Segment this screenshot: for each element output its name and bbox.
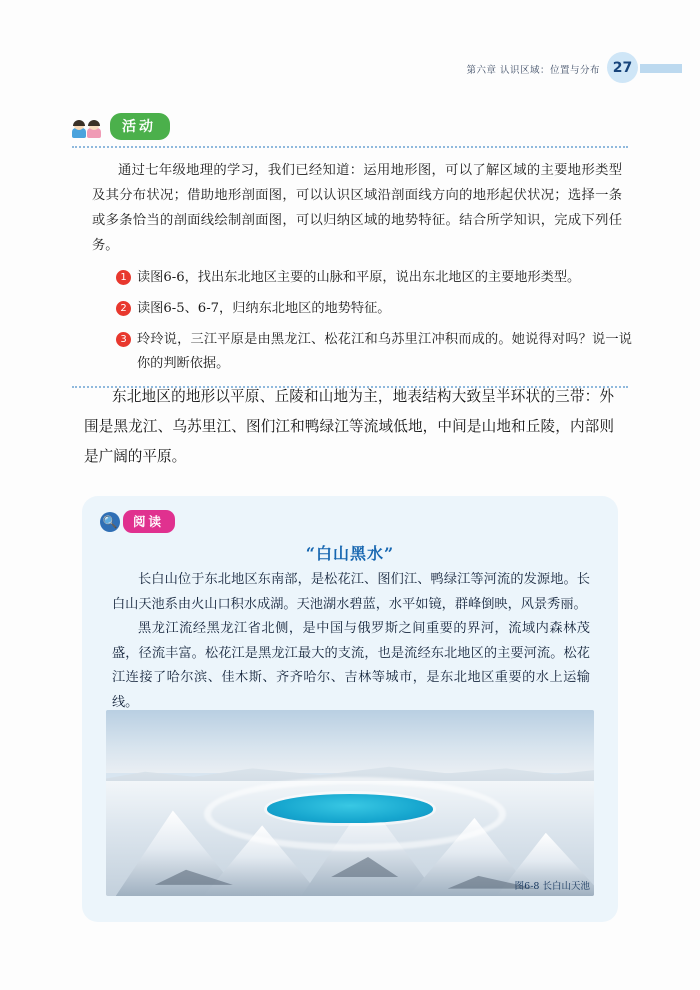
reading-paragraph: 黑龙江流经黑龙江省北侧，是中国与俄罗斯之间重要的界河，流域内森林茂盛，径流丰富。松花江是黑龙江最大的支流，也是流经东北地区的主要河流。松花江连接了哈尔滨、佳木斯、齐齐哈尔、吉林等城市，是东北地区重要的水上运输线。 (112, 621, 590, 710)
task-item (116, 297, 632, 321)
magnifier-icon: 🔍 (100, 512, 120, 532)
activity-intro-text: 通过七年级地理的学习，我们已经知道：运用地形图，可以了解区域的主要地形类型及其分布状况；借助地形剖面图，可以认识区域沿剖面线方向的地形起伏状况；选择一条或多条恰当的剖面线绘制剖面图，可以归纳区域的地势特征。结合所学知识，完成下列任务。 (92, 163, 622, 253)
task-number: 1 (116, 270, 131, 285)
reading-title: “白山黑水” (305, 544, 395, 563)
reading-body (112, 568, 590, 715)
photo-crater-lake (267, 794, 433, 824)
student-boy-hair (73, 120, 85, 126)
task-item (116, 266, 632, 290)
page-number-badge: 27 (607, 52, 638, 83)
activity-header (72, 112, 632, 140)
reading-tag-label: 阅读 (123, 510, 175, 533)
activity-task-list (72, 266, 632, 376)
student-boy-icon (72, 121, 86, 138)
page-header (0, 57, 700, 87)
student-girl-hair (88, 120, 100, 126)
header-decor-bar (640, 64, 682, 73)
task-number: 2 (116, 301, 131, 316)
chapter-running-head: 第六章 认识区域：位置与分布 (466, 65, 600, 76)
activity-tag-label: 活动 (110, 113, 170, 140)
reading-header (100, 510, 175, 533)
two-students-icon (72, 113, 106, 139)
student-girl-icon (87, 121, 101, 138)
reading-paragraph: 长白山位于东北地区东南部，是松花江、图们江、鸭绿江等河流的发源地。长白山天池系由火山口积水成湖。天池湖水碧蓝，水平如镜，群峰倒映，风景秀丽。 (112, 572, 590, 612)
photo-sky (106, 710, 594, 773)
figure-caption: 图6-8 长白山天池 (514, 881, 590, 892)
activity-section (72, 112, 632, 388)
body-paragraph: 东北地区的地形以平原、丘陵和山地为主，地表结构大致呈半环状的三带：外围是黑龙江、乌苏里江、图们江和鸭绿江等流域低地，中间是山地和丘陵，内部则是广阔的平原。 (84, 388, 614, 465)
changbai-mountain-tianchi-photo (106, 710, 594, 896)
task-text: 读图6-6，找出东北地区主要的山脉和平原，说出东北地区的主要地形类型。 (137, 270, 581, 285)
activity-top-divider (72, 146, 628, 148)
task-text: 玲玲说，三江平原是由黑龙江、松花江和乌苏里江冲积而成的。她说得对吗？说一说你的判断依据。 (137, 332, 632, 371)
reading-section (82, 496, 618, 922)
task-item (116, 328, 632, 376)
task-text: 读图6-5、6-7，归纳东北地区的地势特征。 (137, 301, 391, 316)
task-number: 3 (116, 332, 131, 347)
